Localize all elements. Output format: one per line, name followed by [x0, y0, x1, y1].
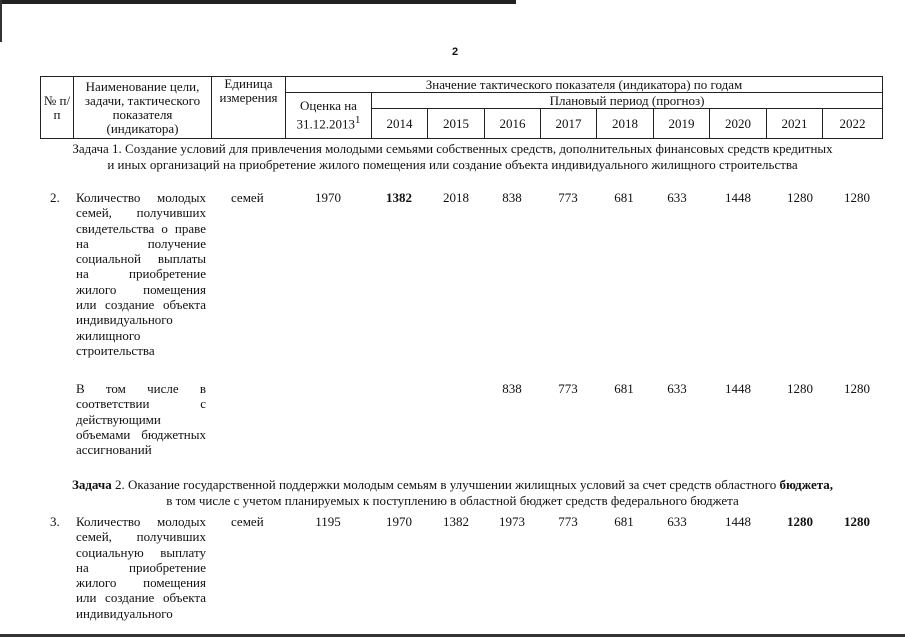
task2-line2: в том числе с учетом планируемых к поступлению в областной бюджет средств федерального бюджета — [166, 493, 739, 508]
task1-heading — [20, 141, 885, 173]
header-year: 2022 — [823, 109, 883, 139]
row-subindicator-name: В том числе в соответствии с действующими объемами бюджетных ассигнований — [76, 381, 206, 458]
value-2020: 1448 — [725, 514, 751, 529]
value-2018: 681 — [614, 381, 634, 396]
scan-edge-bottom — [0, 634, 905, 637]
header-year: 2021 — [767, 109, 823, 139]
header-estimate-text: Оценка на 31.12.2013 — [296, 98, 357, 132]
header-year: 2016 — [485, 109, 541, 139]
value-2019: 633 — [667, 381, 687, 396]
task1-line1: Задача 1. Создание условий для привлечения молодыми семьями собственных средств, дополнительных финансовых средств кредитных — [72, 141, 833, 156]
value-2018: 681 — [614, 514, 634, 529]
value-2021: 1280 — [787, 190, 813, 205]
header-name: Наименование цели, задачи, тактического показателя (индикатора) — [74, 77, 212, 139]
header-unit: Единица измерения — [212, 77, 286, 139]
row-unit: семей — [231, 190, 264, 205]
row-unit: семей — [231, 514, 264, 529]
page-number: 2 — [452, 46, 459, 58]
header-year: 2015 — [428, 109, 485, 139]
value-2021: 1280 — [787, 381, 813, 396]
value-2016: 838 — [502, 190, 522, 205]
header-year: 2020 — [710, 109, 767, 139]
task2-bold: бюджета, — [779, 477, 834, 492]
table-header — [40, 76, 883, 139]
value-2021: 1280 — [787, 514, 813, 529]
scan-edge-top — [0, 0, 516, 4]
header-year: 2014 — [372, 109, 428, 139]
header-num: № п/п — [41, 77, 74, 139]
value-2016: 1973 — [499, 514, 525, 529]
value-2015: 1382 — [443, 514, 469, 529]
header-estimate-footnote: 1 — [355, 114, 361, 127]
value-2022: 1280 — [844, 381, 870, 396]
header-group: Значение тактического показателя (индикатора) по годам — [286, 77, 883, 93]
value-estimate: 1970 — [315, 190, 341, 205]
header-year: 2018 — [597, 109, 654, 139]
task2-line1-text: 2. Оказание государственной поддержки молодым семьям в улучшении жилищных условий за счет средств областного — [111, 477, 780, 492]
value-2017: 773 — [558, 514, 578, 529]
value-2017: 773 — [558, 190, 578, 205]
task2-heading — [20, 477, 885, 509]
task2-prefix: Задача — [71, 477, 112, 492]
row-indicator-name: Количество молодых семей, получивших свидетельства о праве на получение социальной выплаты на приобретение жилого помещения или создание объекта индивидуального жилищного строительства — [76, 190, 206, 358]
value-2022: 1280 — [844, 190, 870, 205]
value-2020: 1448 — [725, 381, 751, 396]
header-plan: Плановый период (прогноз) — [372, 93, 883, 109]
header-year: 2017 — [541, 109, 597, 139]
value-2016: 838 — [502, 381, 522, 396]
value-2014: 1382 — [386, 190, 412, 205]
value-2019: 633 — [667, 190, 687, 205]
row-number: 2. — [50, 190, 60, 205]
row-indicator-name: Количество молодых семей, получивших социальную выплату на приобретение жилого помещения или создание объекта индивидуального — [76, 514, 206, 621]
value-2014: 1970 — [386, 514, 412, 529]
task1-line2: и иных организаций на приобретение жилого помещения или создание объекта индивидуального жилищного строительства — [107, 157, 798, 172]
value-2015: 2018 — [443, 190, 469, 205]
scan-edge-left — [0, 0, 2, 42]
value-2018: 681 — [614, 190, 634, 205]
value-2022: 1280 — [844, 514, 870, 529]
header-year: 2019 — [654, 109, 710, 139]
row-number: 3. — [50, 514, 60, 529]
value-estimate: 1195 — [315, 514, 341, 529]
value-2020: 1448 — [725, 190, 751, 205]
value-2019: 633 — [667, 514, 687, 529]
value-2017: 773 — [558, 381, 578, 396]
header-estimate — [286, 93, 372, 139]
task2-line1 — [20, 477, 885, 493]
